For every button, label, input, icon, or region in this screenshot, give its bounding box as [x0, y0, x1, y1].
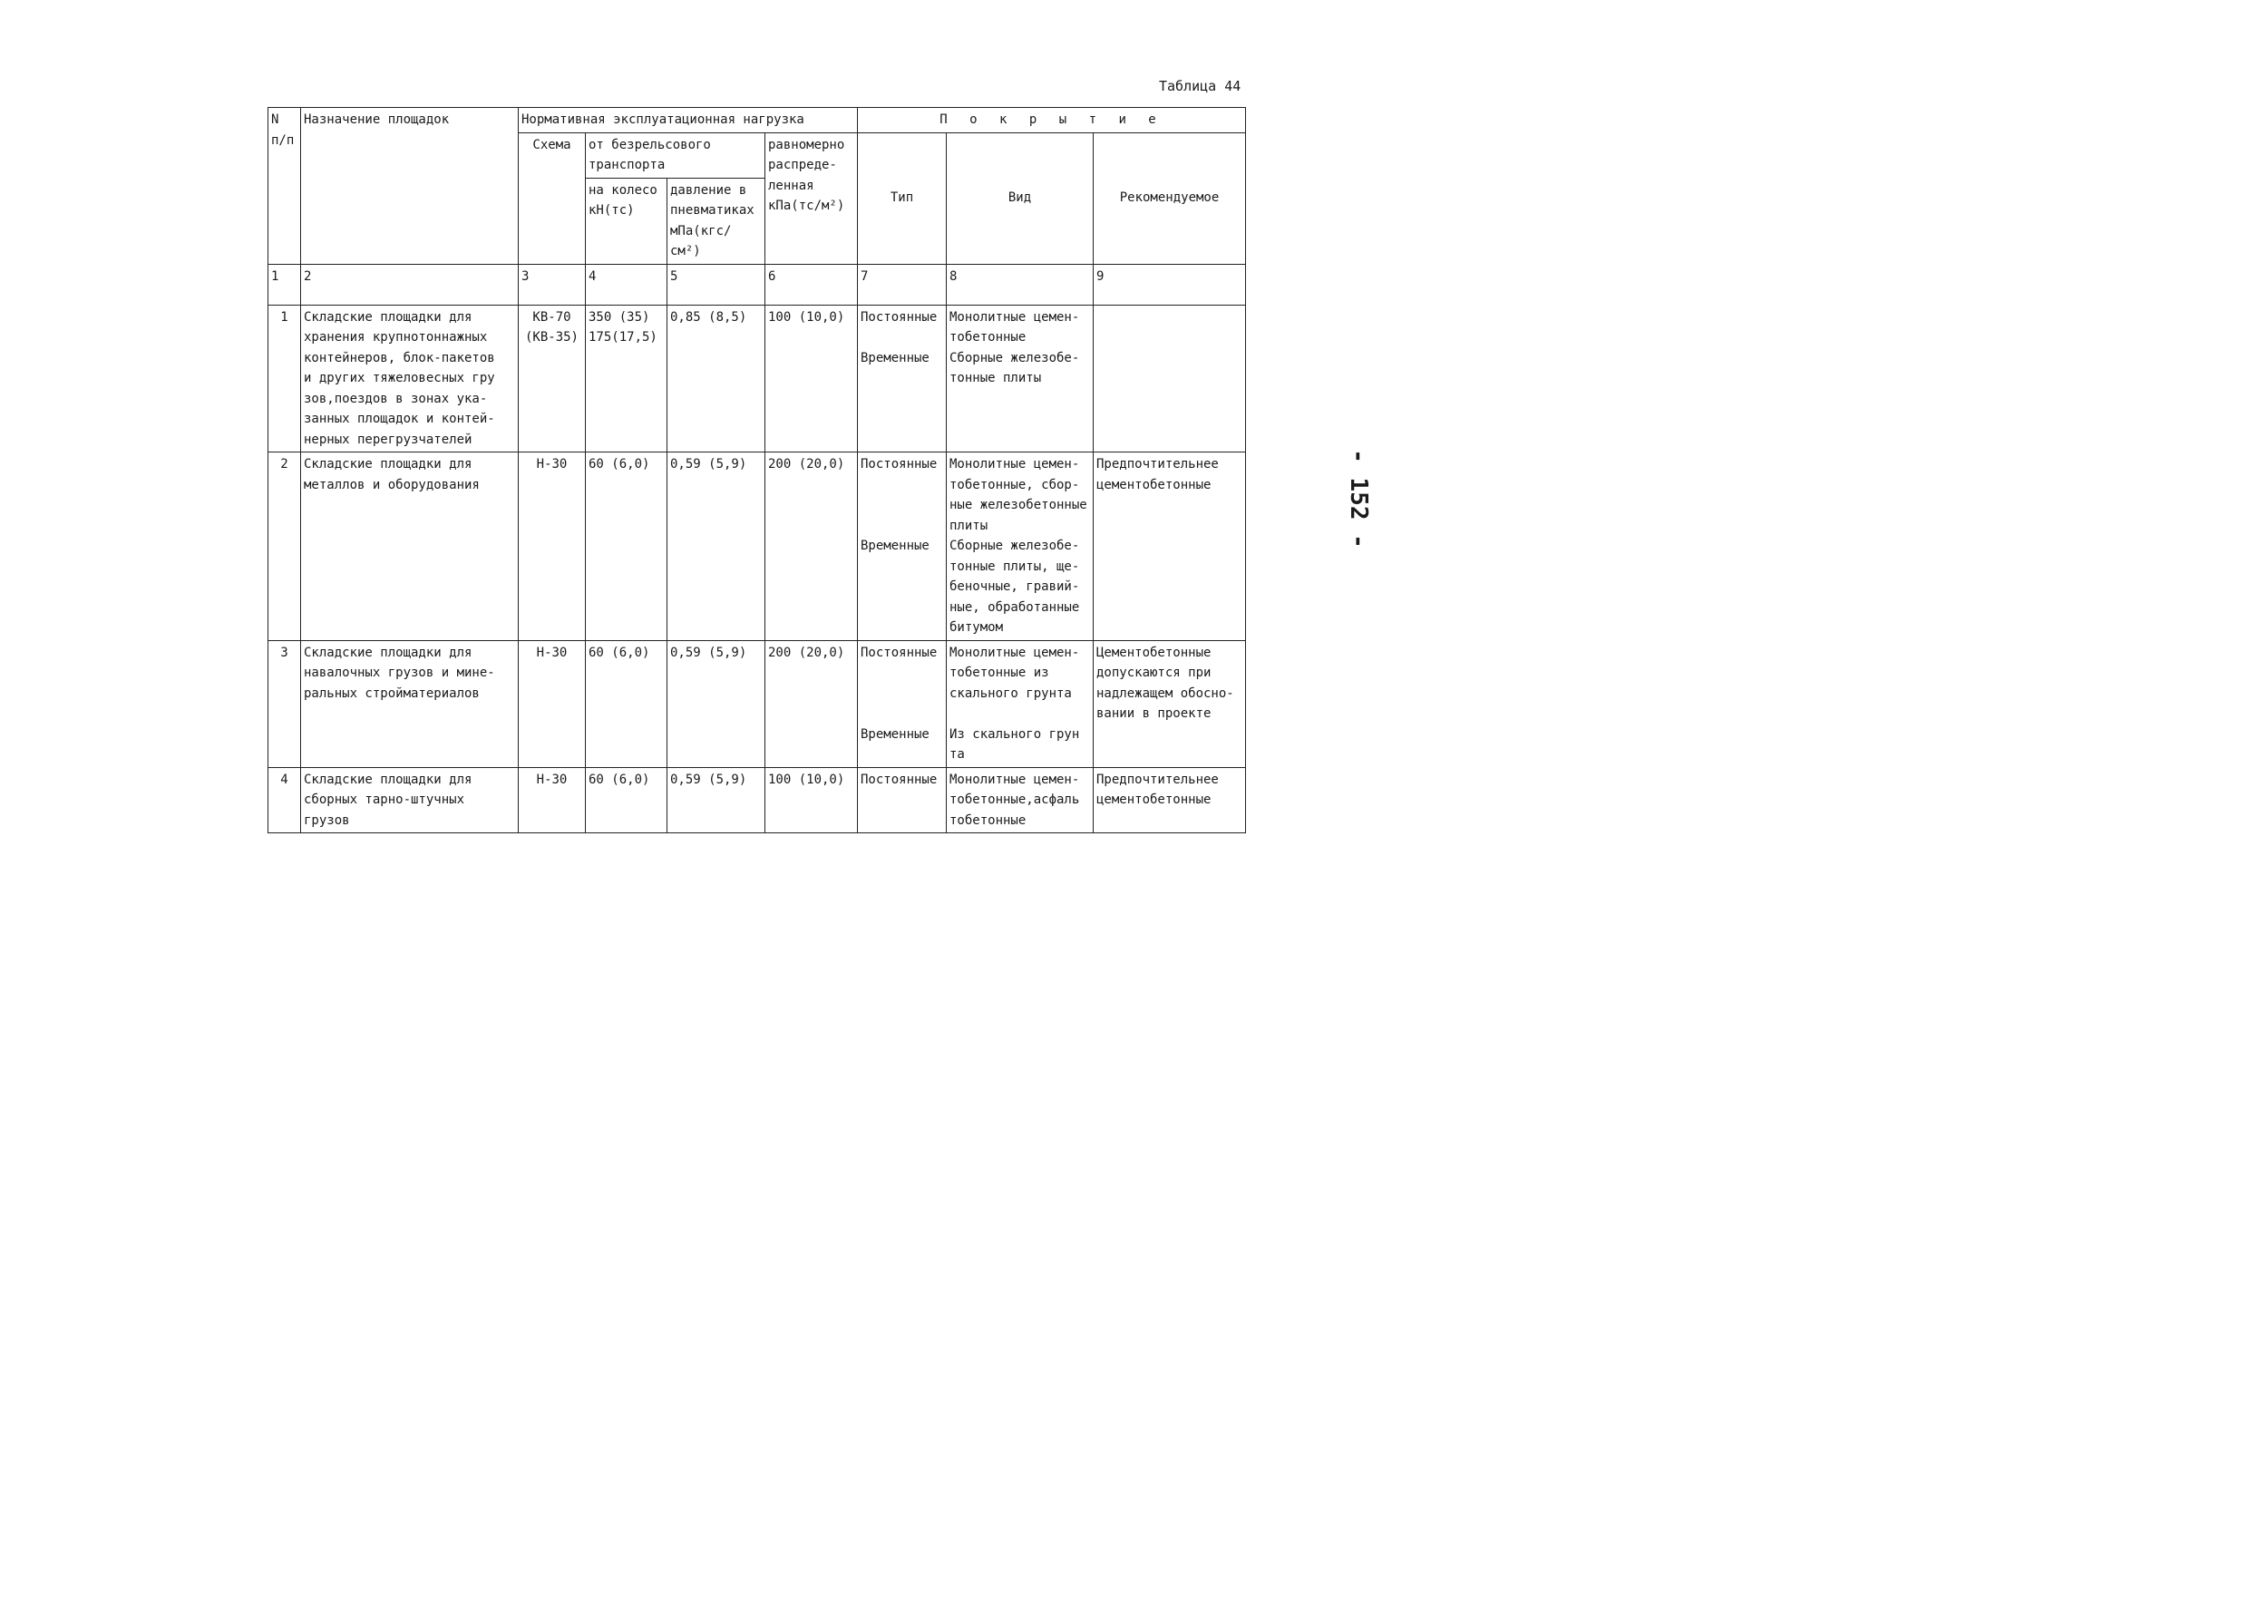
table-row — [268, 452, 1246, 641]
row-recommended: Цементобетонные допускаются при надлежащем обосно- вании в проекте — [1094, 640, 1246, 767]
table-caption: Таблица 44 — [1159, 78, 1241, 94]
row-kind: Монолитные цемен- тобетонные,асфаль тобетонные — [947, 767, 1094, 833]
header-load: Нормативная эксплуатационная нагрузка — [519, 108, 858, 133]
column-index: 2 — [301, 264, 519, 305]
header-type: Тип — [858, 132, 947, 264]
row-scheme: Н-30 — [519, 767, 586, 833]
header-scheme: Схема — [519, 132, 586, 264]
row-number: 2 — [268, 452, 301, 641]
row-purpose: Складские площадки для навалочных грузов и мине- ральных стройматериалов — [301, 640, 519, 767]
table-row — [268, 640, 1246, 767]
row-scheme: КВ-70 (КВ-35) — [519, 305, 586, 452]
row-number: 4 — [268, 767, 301, 833]
row-uniform: 200 (20,0) — [765, 640, 858, 767]
row-pressure: 0,59 (5,9) — [667, 767, 765, 833]
header-uniform: равномерно распреде- ленная кПа(тс/м²) — [765, 132, 858, 264]
column-index: 4 — [586, 264, 667, 305]
row-uniform: 200 (20,0) — [765, 452, 858, 641]
column-index: 3 — [519, 264, 586, 305]
row-wheel: 60 (6,0) — [586, 452, 667, 641]
header-row-top — [268, 108, 1246, 133]
header-pressure: давление в пневматиках мПа(кгс/см²) — [667, 178, 765, 264]
row-wheel: 60 (6,0) — [586, 767, 667, 833]
specs-table — [268, 107, 1246, 833]
column-index: 7 — [858, 264, 947, 305]
column-index: 5 — [667, 264, 765, 305]
row-wheel: 350 (35) 175(17,5) — [586, 305, 667, 452]
column-index: 9 — [1094, 264, 1246, 305]
table-row — [268, 305, 1246, 452]
row-purpose: Складские площадки для хранения крупнотоннажных контейнеров, блок-пакетов и других тяжеловесных гру зов,поездов в зонах ука- занных площадок и контей- нерных перегрузчателей — [301, 305, 519, 452]
row-pressure: 0,59 (5,9) — [667, 452, 765, 641]
header-purpose: Назначение площадок — [301, 108, 519, 265]
header-kind: Вид — [947, 132, 1094, 264]
row-recommended — [1094, 305, 1246, 452]
row-recommended: Предпочтительнее цементобетонные — [1094, 767, 1246, 833]
row-kind: Монолитные цемен- тобетонные, сбор- ные железобетонные плиты Сборные железобе- тонные плиты, ще- беночные, гравий- ные, обработанные битумом — [947, 452, 1094, 641]
row-uniform: 100 (10,0) — [765, 767, 858, 833]
row-type: Постоянные Временные — [858, 452, 947, 641]
row-purpose: Складские площадки для металлов и оборудования — [301, 452, 519, 641]
header-transport: от безрельсового транспорта — [586, 132, 765, 178]
row-purpose: Складские площадки для сборных тарно-штучных грузов — [301, 767, 519, 833]
column-index-row — [268, 264, 1246, 305]
row-uniform: 100 (10,0) — [765, 305, 858, 452]
header-wheel: на колесо кН(тс) — [586, 178, 667, 264]
row-kind: Монолитные цемен- тобетонные из скального грунта Из скального грун та — [947, 640, 1094, 767]
column-index: 8 — [947, 264, 1094, 305]
row-number: 1 — [268, 305, 301, 452]
header-recommended: Рекомендуемое — [1094, 132, 1246, 264]
row-kind: Монолитные цемен- тобетонные Сборные железобе- тонные плиты — [947, 305, 1094, 452]
column-index: 6 — [765, 264, 858, 305]
row-type: Постоянные Временные — [858, 640, 947, 767]
row-recommended: Предпочтительнее цементобетонные — [1094, 452, 1246, 641]
page-number-text: - 152 - — [1345, 449, 1373, 549]
column-index: 1 — [268, 264, 301, 305]
row-scheme: Н-30 — [519, 452, 586, 641]
row-type: Постоянные — [858, 767, 947, 833]
row-pressure: 0,59 (5,9) — [667, 640, 765, 767]
header-cover: П о к р ы т и е — [858, 108, 1246, 133]
row-type: Постоянные Временные — [858, 305, 947, 452]
row-number: 3 — [268, 640, 301, 767]
header-num: N п/п — [268, 108, 301, 265]
row-scheme: Н-30 — [519, 640, 586, 767]
page-number — [1340, 435, 1377, 562]
row-wheel: 60 (6,0) — [586, 640, 667, 767]
row-pressure: 0,85 (8,5) — [667, 305, 765, 452]
table-row — [268, 767, 1246, 833]
